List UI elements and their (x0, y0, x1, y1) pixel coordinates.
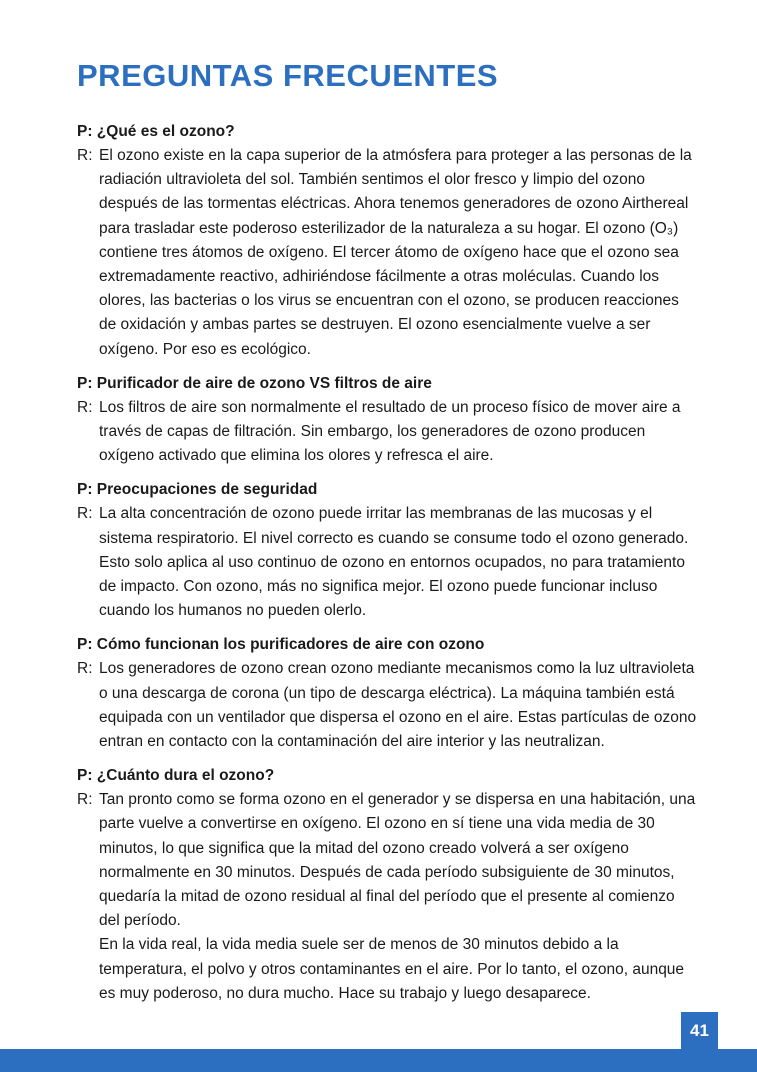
faq-question: P: Cómo funcionan los purificadores de aire con ozono (77, 636, 485, 654)
answer-prefix: R: (77, 791, 93, 809)
faq-question: P: ¿Cuánto dura el ozono? (77, 767, 275, 785)
faq-item (77, 120, 697, 362)
footer-bar (0, 1049, 757, 1072)
faq-question: P: ¿Qué es el ozono? (77, 123, 235, 140)
answer-prefix: R: (77, 505, 93, 523)
faq-answer (77, 502, 697, 623)
page-number: 41 (681, 1012, 718, 1049)
faq-item (77, 478, 697, 623)
answer-prefix: R: (77, 147, 93, 164)
faq-answer-text: El ozono existe en la capa superior de la atmósfera para proteger a las personas de la radiación ultravioleta del sol. También sentimos el olor fresco y limpio del ozono después de las tormentas eléctricas. Ahora tenemos generadores de ozono Airthereal para trasladar este poderoso esterilizador de la naturaleza a su hogar. El ozono (O₃) contiene tres átomos de oxígeno. El tercer átomo de oxígeno hace que el ozono sea extremadamente reactivo, adhiriéndose fácilmente a otras moléculas. Cuando los olores, las bacterias o los virus se encuentran con el ozono, se producen reacciones de oxidación y ambas partes se destruyen. El ozono esencialmente vuelve a ser oxígeno. Por eso es ecológico. (99, 147, 692, 358)
page-title: PREGUNTAS FRECUENTES (77, 58, 499, 93)
faq-answer-text: Los generadores de ozono crean ozono mediante mecanismos como la luz ultravioleta o una descarga de corona (un tipo de descarga eléctrica). La máquina también está equipada con un ventilador que dispersa el ozono en el aire. Estas partículas de ozono entran en contacto con la contaminación del aire interior y las neutralizan. (99, 660, 697, 751)
faq-question: P: Preocupaciones de seguridad (77, 481, 318, 499)
faq-answer-text: Tan pronto como se forma ozono en el generador y se dispersa en una habitación, una parte vuelve a convertirse en oxígeno. El ozono en sí tiene una vida media de 30 minutos, lo que significa que la mitad del ozono creado volverá a ser oxígeno normalmente en 30 minutos. Después de cada período subsiguiente de 30 minutos, quedaría la mitad de ozono residual al final del período que el presente al comienzo del período. (99, 791, 696, 930)
answer-prefix: R: (77, 660, 93, 678)
faq-question: P: Purificador de aire de ozono VS filtros de aire (77, 374, 432, 392)
faq-list (77, 120, 697, 1016)
faq-answer-continued: En la vida real, la vida media suele ser de menos de 30 minutos debido a la temperatura, el polvo y otros contaminantes en el aire. Por lo tanto, el ozono, aunque es muy poderoso, no dura mucho. Hace su trabajo y luego desaparece. (99, 936, 685, 1002)
faq-answer (77, 144, 697, 362)
faq-item (77, 633, 697, 754)
faq-answer (77, 657, 697, 754)
faq-answer (77, 396, 697, 469)
faq-item (77, 764, 697, 1006)
faq-item (77, 372, 697, 469)
faq-answer (77, 788, 697, 933)
faq-answer-text: La alta concentración de ozono puede irritar las membranas de las mucosas y el sistema respiratorio. El nivel correcto es cuando se consume todo el ozono generado. Esto solo aplica al uso continuo de ozono en entornos ocupados, no para tratamiento de impacto. Con ozono, más no significa mejor. El ozono puede funcionar incluso cuando los humanos no pueden olerlo. (99, 505, 689, 620)
answer-prefix: R: (77, 398, 93, 416)
faq-answer-text: Los filtros de aire son normalmente el resultado de un proceso físico de mover aire a través de capas de filtración. Sin embargo, los generadores de ozono producen oxígeno activado que elimina los olores y refresca el aire. (99, 398, 681, 465)
